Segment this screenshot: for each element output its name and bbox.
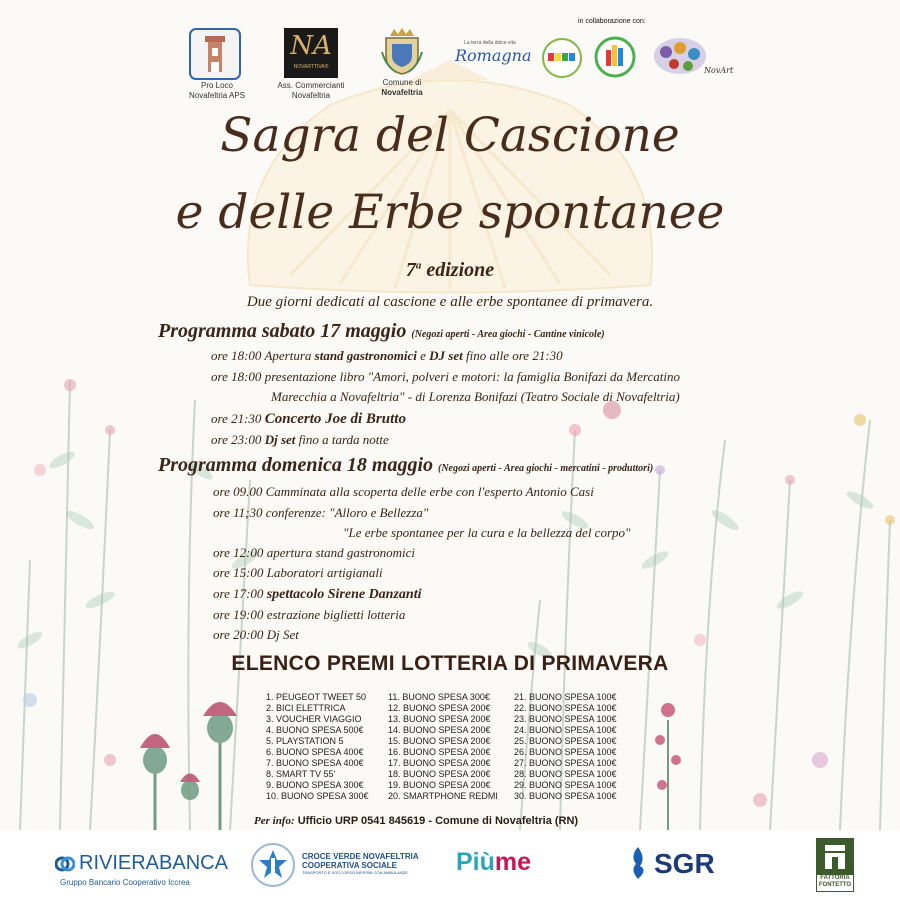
title-line2: e delle Erbe spontanee [175,185,725,240]
fattoria-building-icon [817,839,853,875]
logo-proloco [187,28,243,80]
prize-item: 13. BUONO SPESA 200€ [388,714,491,724]
subtitle: Due giorni dedicati al cascione e alle erbe spontanee di primavera. [246,294,654,310]
comune-crest-icon [380,26,424,76]
edition-word: edizione [426,259,495,281]
sat-item-2-text: presentazione libro "Amori, polveri e motori: la famiglia Bonifazi da Mercatino [264,369,680,384]
info-label: Per info: [254,815,295,827]
info-line [254,815,578,827]
novarttiva-small: NOVARTTIVA® [293,64,329,70]
sun-item-5-bold: spettacolo Sirene Danzanti [266,587,422,602]
prize-item: 18. BUONO SPESA 200€ [388,769,491,779]
prize-item: 27. BUONO SPESA 100€ [514,758,617,768]
prize-item: 6. BUONO SPESA 400€ [266,747,364,757]
comune-caption-line1: Comune di [382,78,422,87]
sgr-flame-icon [628,846,648,880]
fattoria-line1: FATTORIA [820,875,850,881]
novarttiva-caption-line1: Ass. Commercianti [277,81,345,90]
croce-line1: CROCE VERDE NOVAFELTRIA [302,852,419,861]
sun-item-2-continued: "Le erbe spontanee per la cura e la bellezza del corpo" [343,525,631,540]
saturday-heading-text: Programma sabato 17 maggio [158,320,407,342]
proloco-caption-line1: Pro Loco [200,81,234,90]
sun-item-4-time: ore 15:00 [213,565,264,580]
romagna-name: Romagna [455,46,532,65]
prize-item: 1. PEUGEOT TWEET 50 [266,692,367,702]
sponsors-bar [0,830,900,900]
novart-name: NovArt [704,66,734,75]
sat-item-1-post: fino alle ore 21:30 [466,348,563,363]
fattoria-line2: FONTETTO [818,882,852,888]
prize-item: 14. BUONO SPESA 200€ [388,725,491,735]
sat-item-3-time: ore 21:30 [211,411,262,426]
prize-column-3 [514,692,617,802]
proloco-tower-icon [189,28,241,80]
sat-item-4-time: ore 23:00 [211,432,262,447]
prize-item: 5. PLAYSTATION 5 [266,736,344,746]
sun-item-2 [213,505,428,521]
sun-item-4 [213,565,383,581]
sat-item-2 [211,369,680,385]
sponsor-rivierabanca [55,852,228,875]
prize-item: 29. BUONO SPESA 100€ [514,780,617,790]
sat-item-1-bold2: DJ set [429,348,463,363]
sat-item-3-bold: Concerto Joe di Brutto [264,411,406,427]
comune-caption [357,78,447,98]
title-line1: Sagra del Cascione [220,108,680,163]
prize-item: 19. BUONO SPESA 200€ [388,780,491,790]
sun-item-1 [213,484,594,500]
rivierabanca-sub: Gruppo Bancario Cooperativo Iccrea [60,878,190,887]
croce-line3: TRASPORTO E SOCCORSO INFERMI CON AMBULANZE [302,870,408,875]
edition-number: 7 [405,259,416,281]
sat-item-2-time: ore 18:00 [211,369,262,384]
sun-item-2-text: conferenze: "Alloro e Bellezza" [265,505,429,520]
comune-caption-line2: Novafeltria [381,88,423,97]
prize-item: 16. BUONO SPESA 200€ [388,747,491,757]
sgr-name: SGR [654,848,715,879]
sat-item-3 [211,411,406,428]
sun-item-6-text: estrazione biglietti lotteria [266,607,406,622]
prize-item: 24. BUONO SPESA 100€ [514,725,617,735]
prize-item: 20. SMARTPHONE REDMI [388,791,498,801]
lottery-heading: ELENCO PREMI LOTTERIA DI PRIMAVERA [231,652,669,675]
saturday-heading [158,320,605,343]
partner-circle-icon [540,38,584,78]
saturday-note: (Negozi aperti - Area giochi - Cantine vinicole) [411,329,605,340]
prize-item: 11. BUONO SPESA 300€ [388,692,490,702]
romagna-small: La terra della dolce vita [464,40,516,46]
sunday-note: (Negozi aperti - Area giochi - mercatini - produttori) [438,463,654,474]
edition-sup: a [415,259,422,272]
sun-item-3-text: apertura stand gastronomici [266,545,415,560]
proloco-caption-line2: Novafeltria APS [188,91,246,100]
prize-item: 21. BUONO SPESA 100€ [514,692,617,702]
sun-item-5-time: ore 17:00 [213,586,264,601]
novarttiva-mark: NA [290,31,332,61]
prize-item: 15. BUONO SPESA 200€ [388,736,491,746]
prize-column-1 [266,692,369,802]
sun-item-3-time: ore 12:00 [213,545,264,560]
prize-item: 25. BUONO SPESA 100€ [514,736,617,746]
prize-item: 4. BUONO SPESA 500€ [266,725,364,735]
prize-item: 22. BUONO SPESA 100€ [514,703,617,713]
sat-item-4-bold: Dj set [264,432,296,447]
collab-label: in collaborazione con: [578,18,646,25]
info-text: Ufficio URP 0541 845619 - Comune di Novafeltria (RN) [297,815,579,827]
sun-item-7 [213,627,299,643]
sun-item-6-time: ore 19:00 [213,607,264,622]
sunday-heading [158,454,653,477]
prize-item: 3. VOUCHER VIAGGIO [266,714,362,724]
prize-column-2 [388,692,498,802]
sunday-heading-text: Programma domenica 18 maggio [158,454,433,476]
prize-item: 2. BICI ELETTRICA [266,703,346,713]
logo-novarttiva [284,28,338,78]
prize-item: 8. SMART TV 55' [266,769,336,779]
sat-item-1-pre: Apertura [264,348,312,363]
sun-item-3 [213,545,415,561]
sat-item-2-continued: Marecchia a Novafeltria" - di Lorenza Bonifazi (Teatro Sociale di Novafeltria) [271,389,680,404]
leaves-illustration [15,449,875,662]
prize-item: 10. BUONO SPESA 300€ [266,791,369,801]
sun-item-6 [213,607,405,623]
croce-verde-star-icon [250,842,296,888]
sat-item-1-time: ore 18:00 [211,348,262,363]
prize-item: 23. BUONO SPESA 100€ [514,714,617,724]
sat-item-1-bold: stand gastronomici [314,348,417,363]
sat-item-1-mid: e [420,348,426,363]
prize-item: 17. BUONO SPESA 200€ [388,758,491,768]
proloco-caption [172,81,262,101]
piume-a: Più [456,848,495,876]
prize-item: 12. BUONO SPESA 200€ [388,703,491,713]
novarttiva-caption-line2: Novafeltria [291,91,331,100]
sun-item-7-time: ore 20:00 [213,627,264,642]
sat-item-4-post: fino a tarda notte [298,432,389,447]
sun-item-1-time: ore 09.00 [213,484,263,499]
piume-b: me [494,848,532,876]
sun-item-2-time: ore 11;30 [213,505,263,520]
prize-item: 28. BUONO SPESA 100€ [514,769,617,779]
logo-romagna [455,40,532,76]
sponsor-croce-verde [302,852,419,875]
prize-item: 30. BUONO SPESA 100€ [514,791,617,801]
partner-buildings-icon [594,36,636,78]
sat-item-1 [211,348,563,364]
sun-item-4-text: Laboratori artigianali [266,565,383,580]
rivierabanca-name: RIVIERABANCA [79,852,228,874]
sun-item-1-text: Camminata alla scoperta delle erbe con l'esperto Antonio Casi [265,484,594,499]
sun-item-5 [213,586,421,603]
sun-item-7-text: Dj Set [266,627,299,642]
prize-item: 7. BUONO SPESA 400€ [266,758,364,768]
sat-item-4 [211,432,389,448]
sponsor-piume [456,848,531,877]
rivierabanca-logo-icon [55,856,75,872]
croce-line2: COOPERATIVA SOCIALE [302,861,397,870]
novarttiva-caption [266,81,356,101]
edition [0,259,900,282]
sponsor-fattoria [816,838,854,892]
prize-item: 9. BUONO SPESA 300€ [266,780,364,790]
prize-item: 26. BUONO SPESA 100€ [514,747,617,757]
